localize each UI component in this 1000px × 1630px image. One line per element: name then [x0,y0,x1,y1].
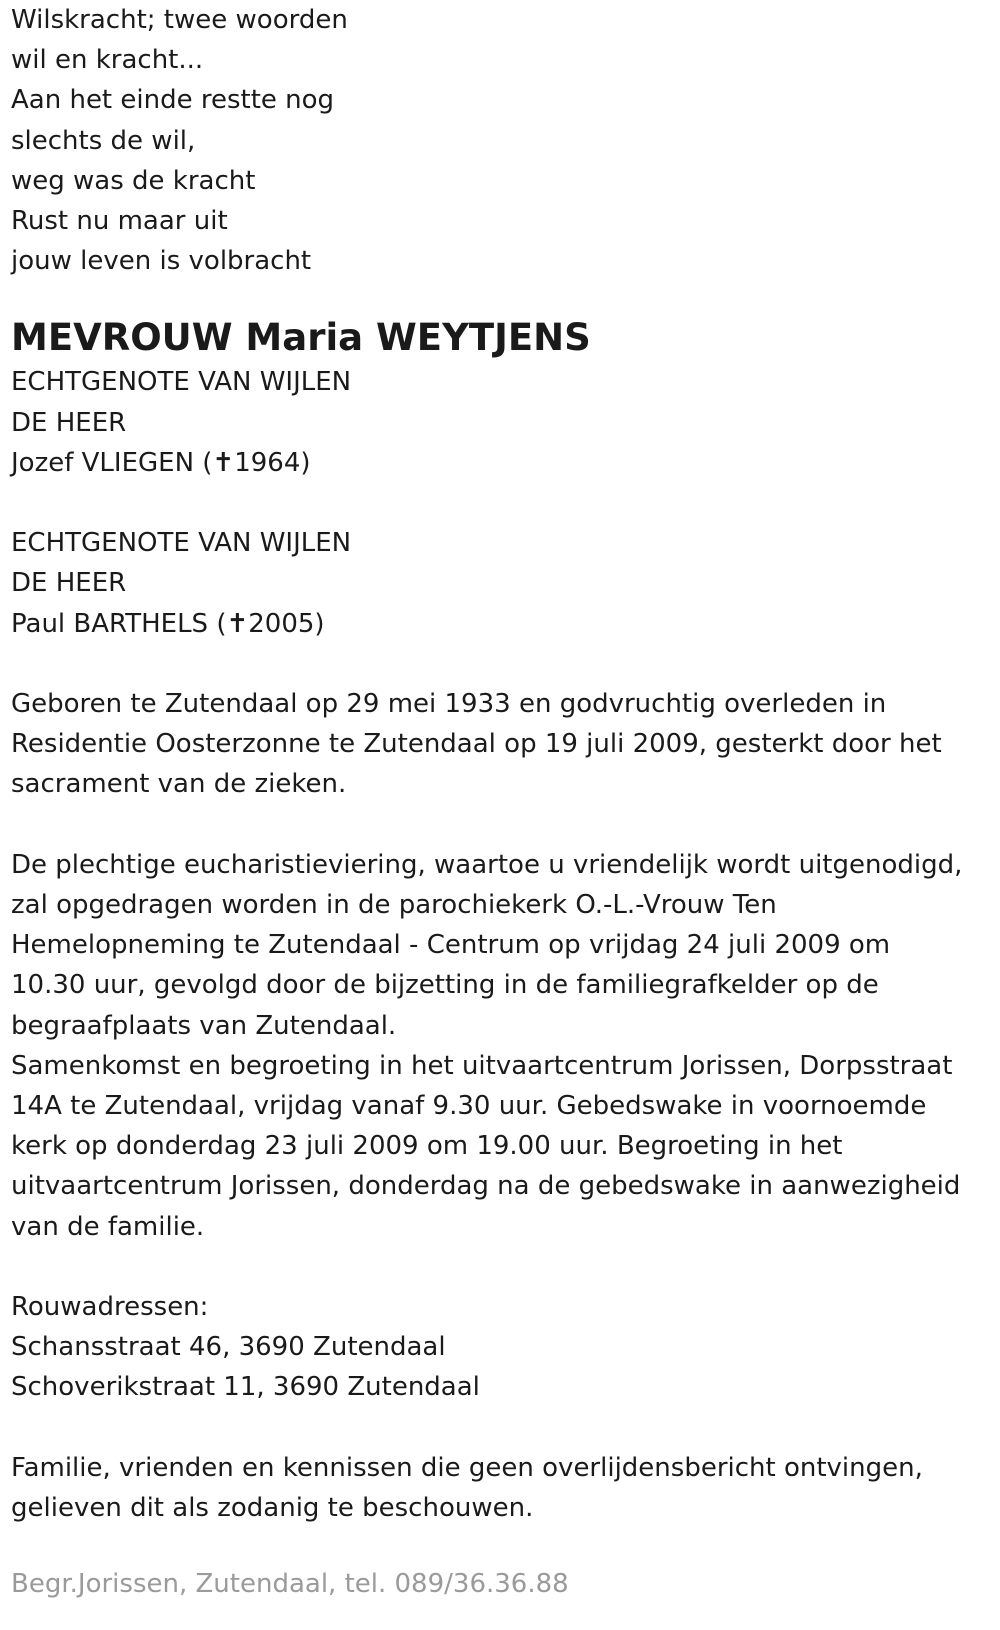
paragraph-line: kerk op donderdag 23 juli 2009 om 19.00 uur. Begroeting in het [11,1131,843,1162]
poem-line: Rust nu maar uit [11,206,228,237]
poem-line: wil en kracht... [11,45,204,76]
poem-line: Wilskracht; twee woorden [11,5,348,35]
paragraph-line: begraafplaats van Zutendaal. [11,1010,397,1041]
notice-paragraph [11,1448,996,1528]
address-line: Schansstraat 46, 3690 Zutendaal [11,1332,446,1363]
paragraph-line: Geboren te Zutendaal op 29 mei 1933 en godvruchtig overleden in [11,689,887,720]
birth-death-paragraph [11,684,996,805]
paragraph-line: gelieven dit als zodanig te beschouwen. [11,1493,534,1524]
poem-line: weg was de kracht [11,165,256,196]
obituary-document [11,0,996,1630]
spacer [11,1247,996,1287]
addresses-heading: Rouwadressen: [11,1292,209,1323]
spouse-block-2 [11,523,996,644]
paragraph-line: van de familie. [11,1211,205,1242]
spacer [11,1408,996,1448]
spouse-name: Paul BARTHELS (✝2005) [11,608,325,639]
paragraph-line: 14A te Zutendaal, vrijdag vanaf 9.30 uur. Gebedswake in voornoemde [11,1091,927,1122]
funeral-home-footer: Begr.Jorissen, Zutendaal, tel. 089/36.36.88 [11,1569,569,1600]
spouse-relation: ECHTGENOTE VAN WIJLEN [11,528,352,559]
spouse-block-1 [11,362,996,483]
deceased-name: MEVROUW Maria WEYTJENS [11,316,591,360]
paragraph-line: uitvaartcentrum Jorissen, donderdag na de gebedswake in aanwezigheid [11,1171,961,1202]
paragraph-line: Samenkomst en begroeting in het uitvaartcentrum Jorissen, Dorpsstraat [11,1050,953,1081]
poem-line: slechts de wil, [11,125,196,156]
mourning-addresses [11,1287,996,1408]
spacer [11,805,996,845]
paragraph-line: zal opgedragen worden in de parochiekerk O.-L.-Vrouw Ten [11,890,777,921]
paragraph-line: sacrament van de zieken. [11,769,347,800]
spouse-title: DE HEER [11,407,127,438]
paragraph-line: De plechtige eucharistieviering, waartoe u vriendelijk wordt uitgenodigd, [11,849,963,880]
paragraph-line: Residentie Oosterzonne te Zutendaal op 19 juli 2009, gesterkt door het [11,729,942,760]
address-line: Schoverikstraat 11, 3690 Zutendaal [11,1372,480,1403]
poem-line: jouw leven is volbracht [11,246,312,277]
poem-line: Aan het einde restte nog [11,85,335,116]
paragraph-line: 10.30 uur, gevolgd door de bijzetting in de familiegrafkelder op de [11,970,879,1001]
spacer [11,483,996,523]
spacer [11,644,996,684]
paragraph-line: Hemelopneming te Zutendaal - Centrum op vrijdag 24 juli 2009 om [11,930,891,961]
poem [11,0,996,281]
paragraph-line: Familie, vrienden en kennissen die geen overlijdensbericht ontvingen, [11,1452,923,1483]
ceremony-paragraph [11,845,996,1247]
spouse-title: DE HEER [11,568,127,599]
spouse-relation: ECHTGENOTE VAN WIJLEN [11,367,352,398]
spouse-name: Jozef VLIEGEN (✝1964) [11,447,311,478]
